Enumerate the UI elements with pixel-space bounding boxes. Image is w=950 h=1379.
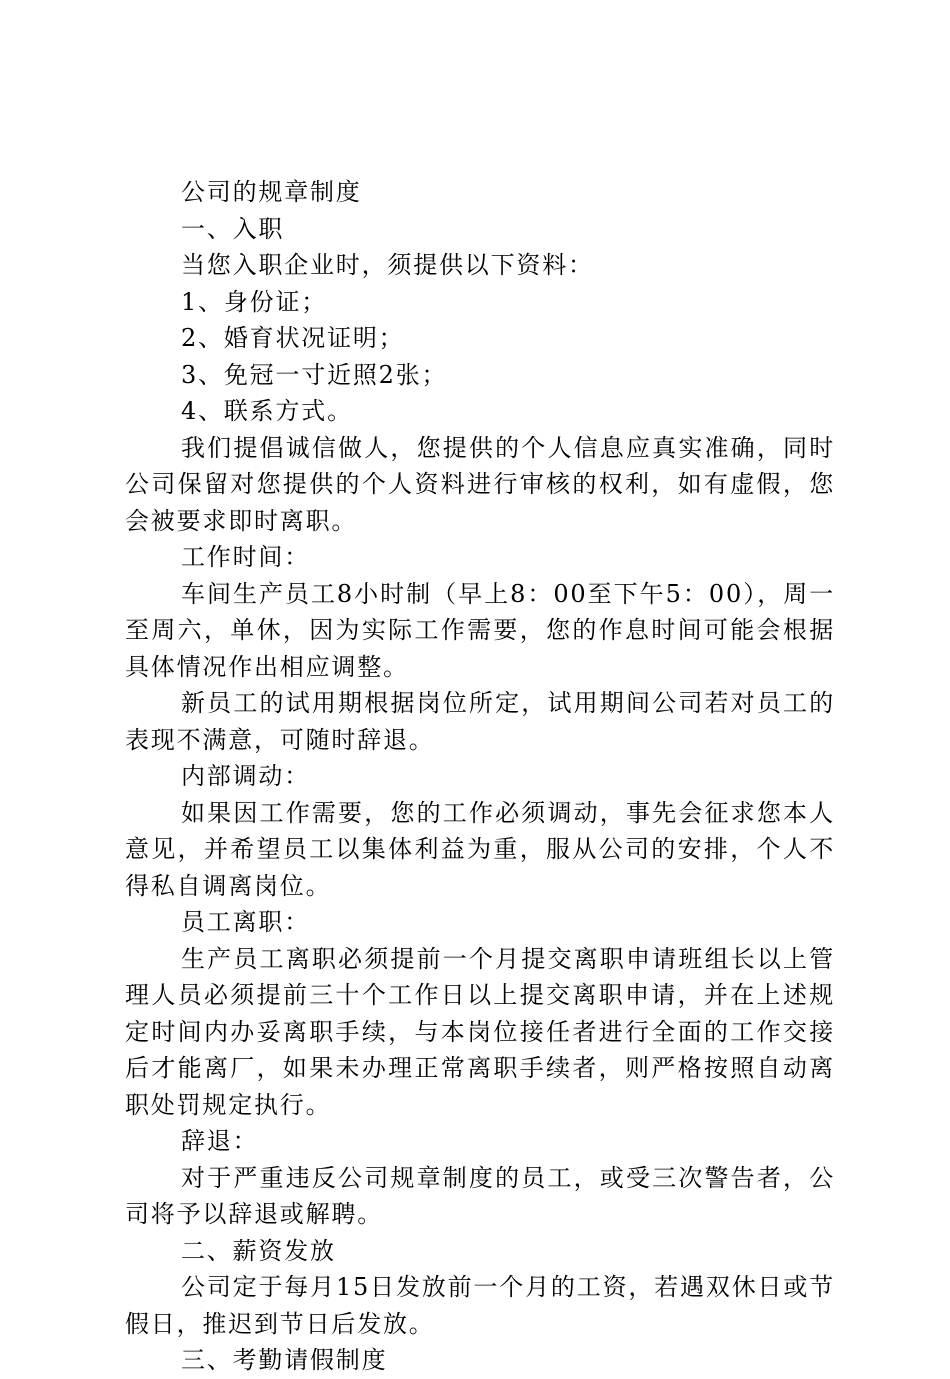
list-item: 3、免冠一寸近照2张； — [181, 360, 448, 389]
subheading-work-hours: 工作时间： — [181, 543, 310, 571]
paragraph: 我们提倡诚信做人，您提供的个人信息应真实准确，同时公司保留对您提供的个人资料进行审核的权利，如有虚假，您会被要求即时离职。 — [125, 433, 835, 535]
document-title: 公司的规章制度 — [181, 178, 362, 206]
subheading-dismissal: 辞退： — [181, 1127, 259, 1155]
subheading-resignation: 员工离职： — [181, 908, 310, 936]
paragraph: 公司定于每月15日发放前一个月的工资，若遇双休日或节假日，推迟到节日后发放。 — [125, 1273, 835, 1338]
subheading-internal-transfer: 内部调动： — [181, 762, 310, 790]
section-heading-attendance: 三、考勤请假制度 — [181, 1346, 388, 1374]
section-heading-onboarding: 一、入职 — [181, 214, 285, 243]
paragraph: 对于严重违反公司规章制度的员工，或受三次警告者，公司将予以辞退或解聘。 — [125, 1163, 835, 1228]
paragraph: 新员工的试用期根据岗位所定，试用期间公司若对员工的表现不满意，可随时辞退。 — [125, 689, 835, 754]
document-body — [125, 174, 835, 1379]
paragraph: 车间生产员工8小时制（早上8：00至下午5：00），周一至周六，单休，因为实际工作需要，您的作息时间可能会根据具体情况作出相应调整。 — [125, 579, 835, 681]
section-heading-salary: 二、薪资发放 — [181, 1236, 336, 1265]
list-item: 1、身份证； — [181, 287, 328, 316]
paragraph: 当您入职企业时，须提供以下资料： — [181, 251, 594, 279]
list-item: 4、联系方式。 — [181, 397, 353, 425]
paragraph: 生产员工离职必须提前一个月提交离职申请班组长以上管理人员必须提前三十个工作日以上提交离职申请，并在上述规定时间内办妥离职手续，与本岗位接任者进行全面的工作交接后才能离厂，如果未办理正常离职手续者，则严格按照自动离职处罚规定执行。 — [125, 944, 835, 1119]
paragraph: 如果因工作需要，您的工作必须调动，事先会征求您本人意见，并希望员工以集体利益为重，服从公司的安排，个人不得私自调离岗位。 — [125, 798, 835, 900]
list-item: 2、婚育状况证明； — [181, 324, 405, 352]
